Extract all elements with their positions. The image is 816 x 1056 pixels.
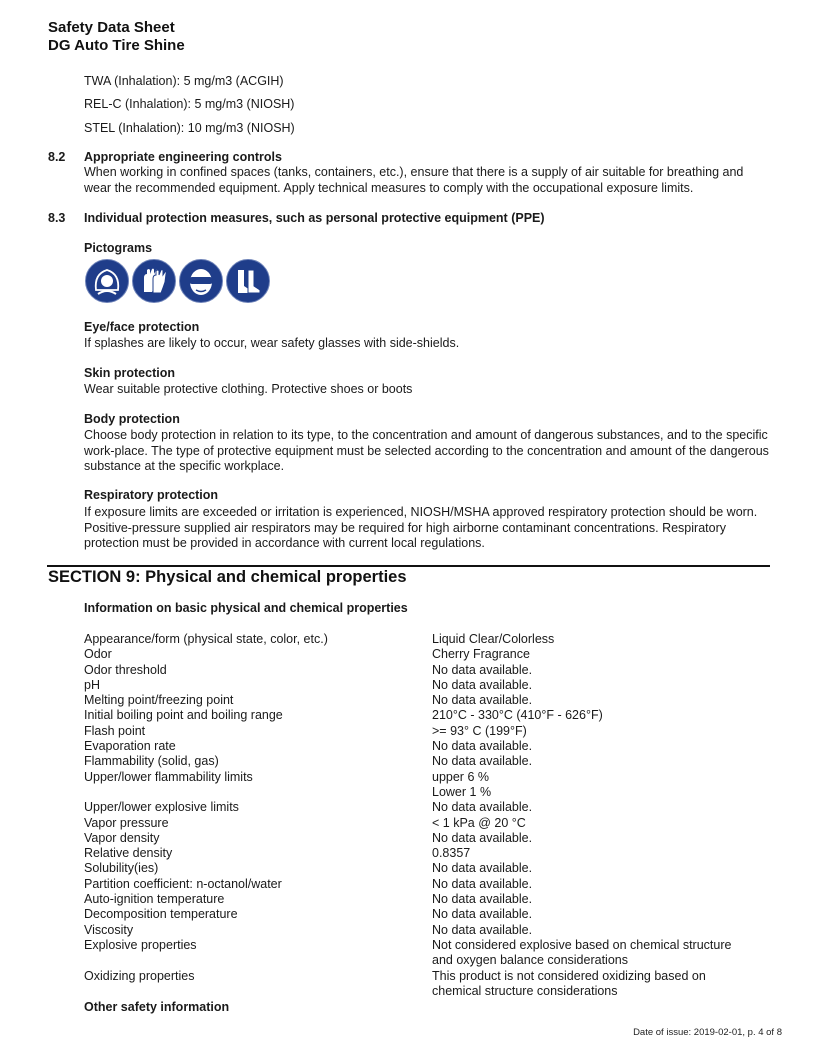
property-value xyxy=(432,969,774,1000)
property-value xyxy=(432,877,774,892)
property-label: Relative density xyxy=(84,846,173,861)
property-row xyxy=(84,724,774,739)
property-label: Oxidizing properties xyxy=(84,968,195,983)
property-row xyxy=(84,739,774,754)
property-label: Partition coefficient: n-octanol/water xyxy=(84,876,282,891)
body-protection-text: Choose body protection in relation to its type, to the concentration and amount of dangerous substances, and to the specific work-place. The type of protective equipment must be selected according to the concentration and amount of the dangerous substance at the specific workplace. xyxy=(84,428,769,474)
face-shield-icon xyxy=(85,259,129,303)
body-protection-title: Body protection xyxy=(84,412,180,426)
property-label: Vapor density xyxy=(84,830,160,845)
property-label: Vapor pressure xyxy=(84,815,169,830)
property-label: Viscosity xyxy=(84,922,134,937)
property-value-line: Lower 1 % xyxy=(432,784,492,799)
safety-glasses-icon xyxy=(179,259,223,303)
property-row xyxy=(84,663,774,678)
property-row xyxy=(84,770,774,801)
property-label: Flash point xyxy=(84,723,146,738)
property-label: Melting point/freezing point xyxy=(84,693,234,708)
property-value xyxy=(432,923,774,938)
property-value-line: No data available. xyxy=(432,922,533,937)
property-value xyxy=(432,724,774,739)
property-value xyxy=(432,800,774,815)
property-label: Upper/lower flammability limits xyxy=(84,769,253,784)
doc-title: Safety Data Sheet xyxy=(48,19,175,36)
property-row xyxy=(84,678,774,693)
property-label: Initial boiling point and boiling range xyxy=(84,708,283,723)
property-value-line: No data available. xyxy=(432,754,533,769)
property-value xyxy=(432,693,774,708)
property-value xyxy=(432,907,774,922)
property-label: Upper/lower explosive limits xyxy=(84,800,239,815)
boots-icon xyxy=(226,259,270,303)
pictograms-title: Pictograms xyxy=(84,241,153,255)
property-value-line: This product is not considered oxidizing based on xyxy=(432,968,706,983)
property-value xyxy=(432,632,774,647)
property-row xyxy=(84,800,774,815)
eye-protection-text: If splashes are likely to occur, wear safety glasses with side-shields. xyxy=(84,336,460,350)
property-value xyxy=(432,831,774,846)
property-value-line: No data available. xyxy=(432,739,533,754)
property-value xyxy=(432,892,774,907)
property-value xyxy=(432,739,774,754)
exposure-limit-stel: STEL (Inhalation): 10 mg/m3 (NIOSH) xyxy=(84,121,295,135)
property-value-line: chemical structure considerations xyxy=(432,983,618,998)
property-label: Auto-ignition temperature xyxy=(84,892,225,907)
property-value-line: 210°C - 330°C (410°F - 626°F) xyxy=(432,708,603,723)
property-row xyxy=(84,647,774,662)
property-label: Flammability (solid, gas) xyxy=(84,754,219,769)
property-label: Evaporation rate xyxy=(84,739,176,754)
property-value-line: No data available. xyxy=(432,876,533,891)
section-8-3-title: Individual protection measures, such as personal protective equipment (PPE) xyxy=(84,211,545,225)
property-value-line: Not considered explosive based on chemical structure xyxy=(432,937,732,952)
basic-properties-title: Information on basic physical and chemical properties xyxy=(84,601,408,615)
property-label: Odor xyxy=(84,647,112,662)
property-value-line: No data available. xyxy=(432,693,533,708)
section-8-2-number: 8.2 xyxy=(48,150,66,164)
engineering-controls-text: When working in confined spaces (tanks, containers, etc.), ensure that there is a supply of air suitable for breathing and wear the recommended equipment. Apply technical measures to comply with the occupational exposure limits. xyxy=(84,165,744,195)
property-label: Explosive properties xyxy=(84,937,197,952)
property-row xyxy=(84,632,774,647)
property-label: Odor threshold xyxy=(84,662,167,677)
property-value-line: 0.8357 xyxy=(432,846,471,861)
respiratory-protection-title: Respiratory protection xyxy=(84,488,219,502)
ppe-pictograms xyxy=(85,259,270,303)
skin-protection-text: Wear suitable protective clothing. Protective shoes or boots xyxy=(84,382,413,396)
property-value-line: < 1 kPa @ 20 °C xyxy=(432,815,526,830)
exposure-limit-twa: TWA (Inhalation): 5 mg/m3 (ACGIH) xyxy=(84,74,284,88)
property-value-line: No data available. xyxy=(432,892,533,907)
eye-protection-title: Eye/face protection xyxy=(84,320,200,334)
property-row xyxy=(84,938,774,969)
section-8-3-number: 8.3 xyxy=(48,211,66,225)
respiratory-protection-text: If exposure limits are exceeded or irritation is experienced, NIOSH/MSHA approved respiratory protection should be worn. Positive-pressure supplied air respirators may be required for high airborne contaminant concentrations. Respiratory protection must be provided in accordance with current local regulations. xyxy=(84,505,758,551)
property-row xyxy=(84,923,774,938)
property-label: Decomposition temperature xyxy=(84,907,238,922)
property-value xyxy=(432,708,774,723)
property-row xyxy=(84,907,774,922)
property-value xyxy=(432,754,774,769)
property-label: pH xyxy=(84,677,100,692)
property-label: Solubility(ies) xyxy=(84,861,159,876)
property-value xyxy=(432,770,774,801)
properties-table xyxy=(84,632,774,999)
property-value xyxy=(432,647,774,662)
property-row xyxy=(84,816,774,831)
property-value-line: No data available. xyxy=(432,677,533,692)
property-value-line: upper 6 % xyxy=(432,769,489,784)
product-name: DG Auto Tire Shine xyxy=(48,37,185,54)
property-value-line: Cherry Fragrance xyxy=(432,647,530,662)
property-row xyxy=(84,754,774,769)
property-value-line: No data available. xyxy=(432,800,533,815)
property-value-line: No data available. xyxy=(432,907,533,922)
property-value xyxy=(432,663,774,678)
property-value-line: No data available. xyxy=(432,830,533,845)
property-row xyxy=(84,846,774,861)
property-row xyxy=(84,861,774,876)
property-value-line: No data available. xyxy=(432,861,533,876)
other-safety-title: Other safety information xyxy=(84,1000,230,1014)
property-value xyxy=(432,816,774,831)
property-label: Appearance/form (physical state, color, etc.) xyxy=(84,632,328,646)
property-value-line: and oxygen balance considerations xyxy=(432,953,628,968)
property-value xyxy=(432,678,774,693)
section-divider xyxy=(47,565,770,567)
property-value-line: No data available. xyxy=(432,662,533,677)
property-row xyxy=(84,693,774,708)
exposure-limit-relc: REL-C (Inhalation): 5 mg/m3 (NIOSH) xyxy=(84,97,295,111)
property-value xyxy=(432,846,774,861)
section-8-2-title: Appropriate engineering controls xyxy=(84,150,282,164)
property-value-line: Liquid Clear/Colorless xyxy=(432,632,555,646)
section-9-title: SECTION 9: Physical and chemical properties xyxy=(48,568,407,586)
property-row xyxy=(84,969,774,1000)
property-row xyxy=(84,831,774,846)
property-value-line: >= 93° C (199°F) xyxy=(432,723,527,738)
skin-protection-title: Skin protection xyxy=(84,366,175,380)
property-value xyxy=(432,861,774,876)
property-row xyxy=(84,877,774,892)
issue-date-footer: Date of issue: 2019-02-01, p. 4 of 8 xyxy=(633,1027,782,1038)
property-row xyxy=(84,892,774,907)
gloves-icon xyxy=(132,259,176,303)
property-value xyxy=(432,938,774,969)
property-row xyxy=(84,708,774,723)
